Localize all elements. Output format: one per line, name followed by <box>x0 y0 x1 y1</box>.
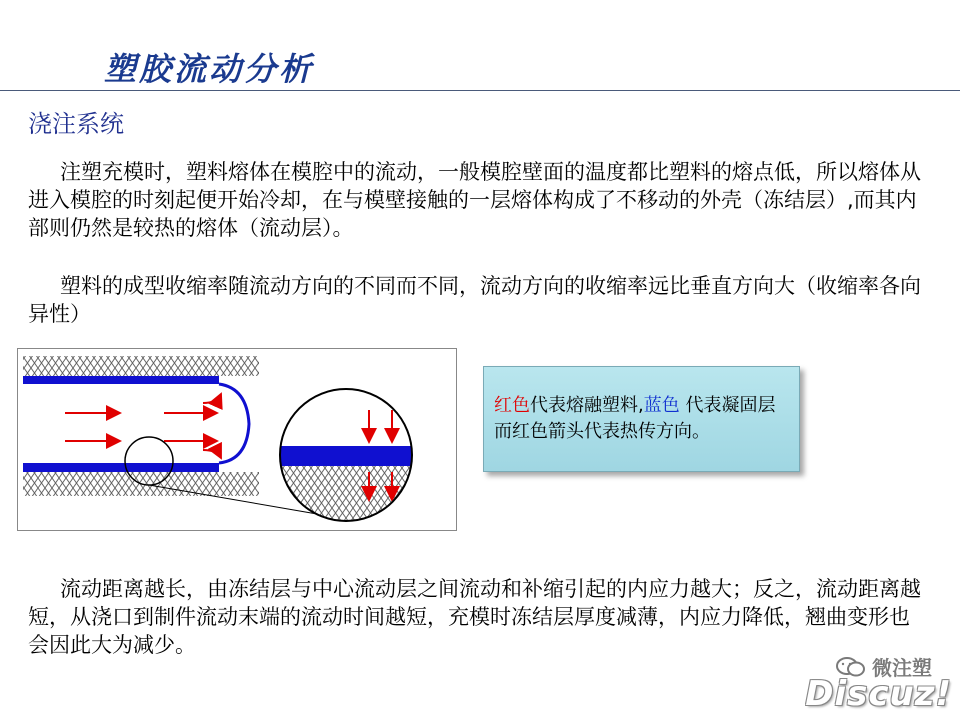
legend-callout <box>483 366 800 472</box>
flow-diagram <box>17 348 457 531</box>
paragraph-stress <box>28 575 928 659</box>
callout-text-a: 代表熔融塑料, <box>530 395 644 416</box>
watermark <box>802 652 952 714</box>
callout-blue-word: 蓝色 <box>643 395 680 416</box>
account-name: 微注塑 <box>872 656 932 680</box>
section-heading: 浇注系统 <box>28 110 124 138</box>
paragraph-stress-text: 流动距离越长，由冻结层与中心流动层之间流动和补缩引起的内应力越大；反之，流动距离越短，从浇口到制件流动末端的流动时间越短，充模时冻结层厚度减薄，内应力降低，翘曲变形也会因此大为减少。 <box>28 577 921 657</box>
title-divider <box>0 90 960 91</box>
callout-red-word: 红色 <box>494 395 530 416</box>
paragraph-shrinkage-text: 塑料的成型收缩率随流动方向的不同而不同，流动方向的收缩率远比垂直方向大（收缩率各向异性） <box>28 274 921 326</box>
frozen-layer-bottom <box>23 463 219 472</box>
paragraph-filling-text: 注塑充模时，塑料熔体在模腔中的流动，一般模腔壁面的温度都比塑料的熔点低，所以熔体从进入模腔的时刻起便开始冷却，在与模壁接触的一层熔体构成了不移动的外壳（冻结层）,而其内部则仍然是较热的熔体（流动层）。 <box>28 160 921 240</box>
paragraph-shrinkage <box>28 272 928 328</box>
callout-text-b: 代表凝固层而红色箭头代表热传方向。 <box>494 395 776 442</box>
frozen-layer-top <box>23 376 219 384</box>
brand-watermark: Discuz! <box>805 674 952 714</box>
mold-wall-top <box>23 356 259 376</box>
paragraph-filling <box>28 158 928 242</box>
slide-title: 塑胶流动分析 <box>104 50 315 88</box>
